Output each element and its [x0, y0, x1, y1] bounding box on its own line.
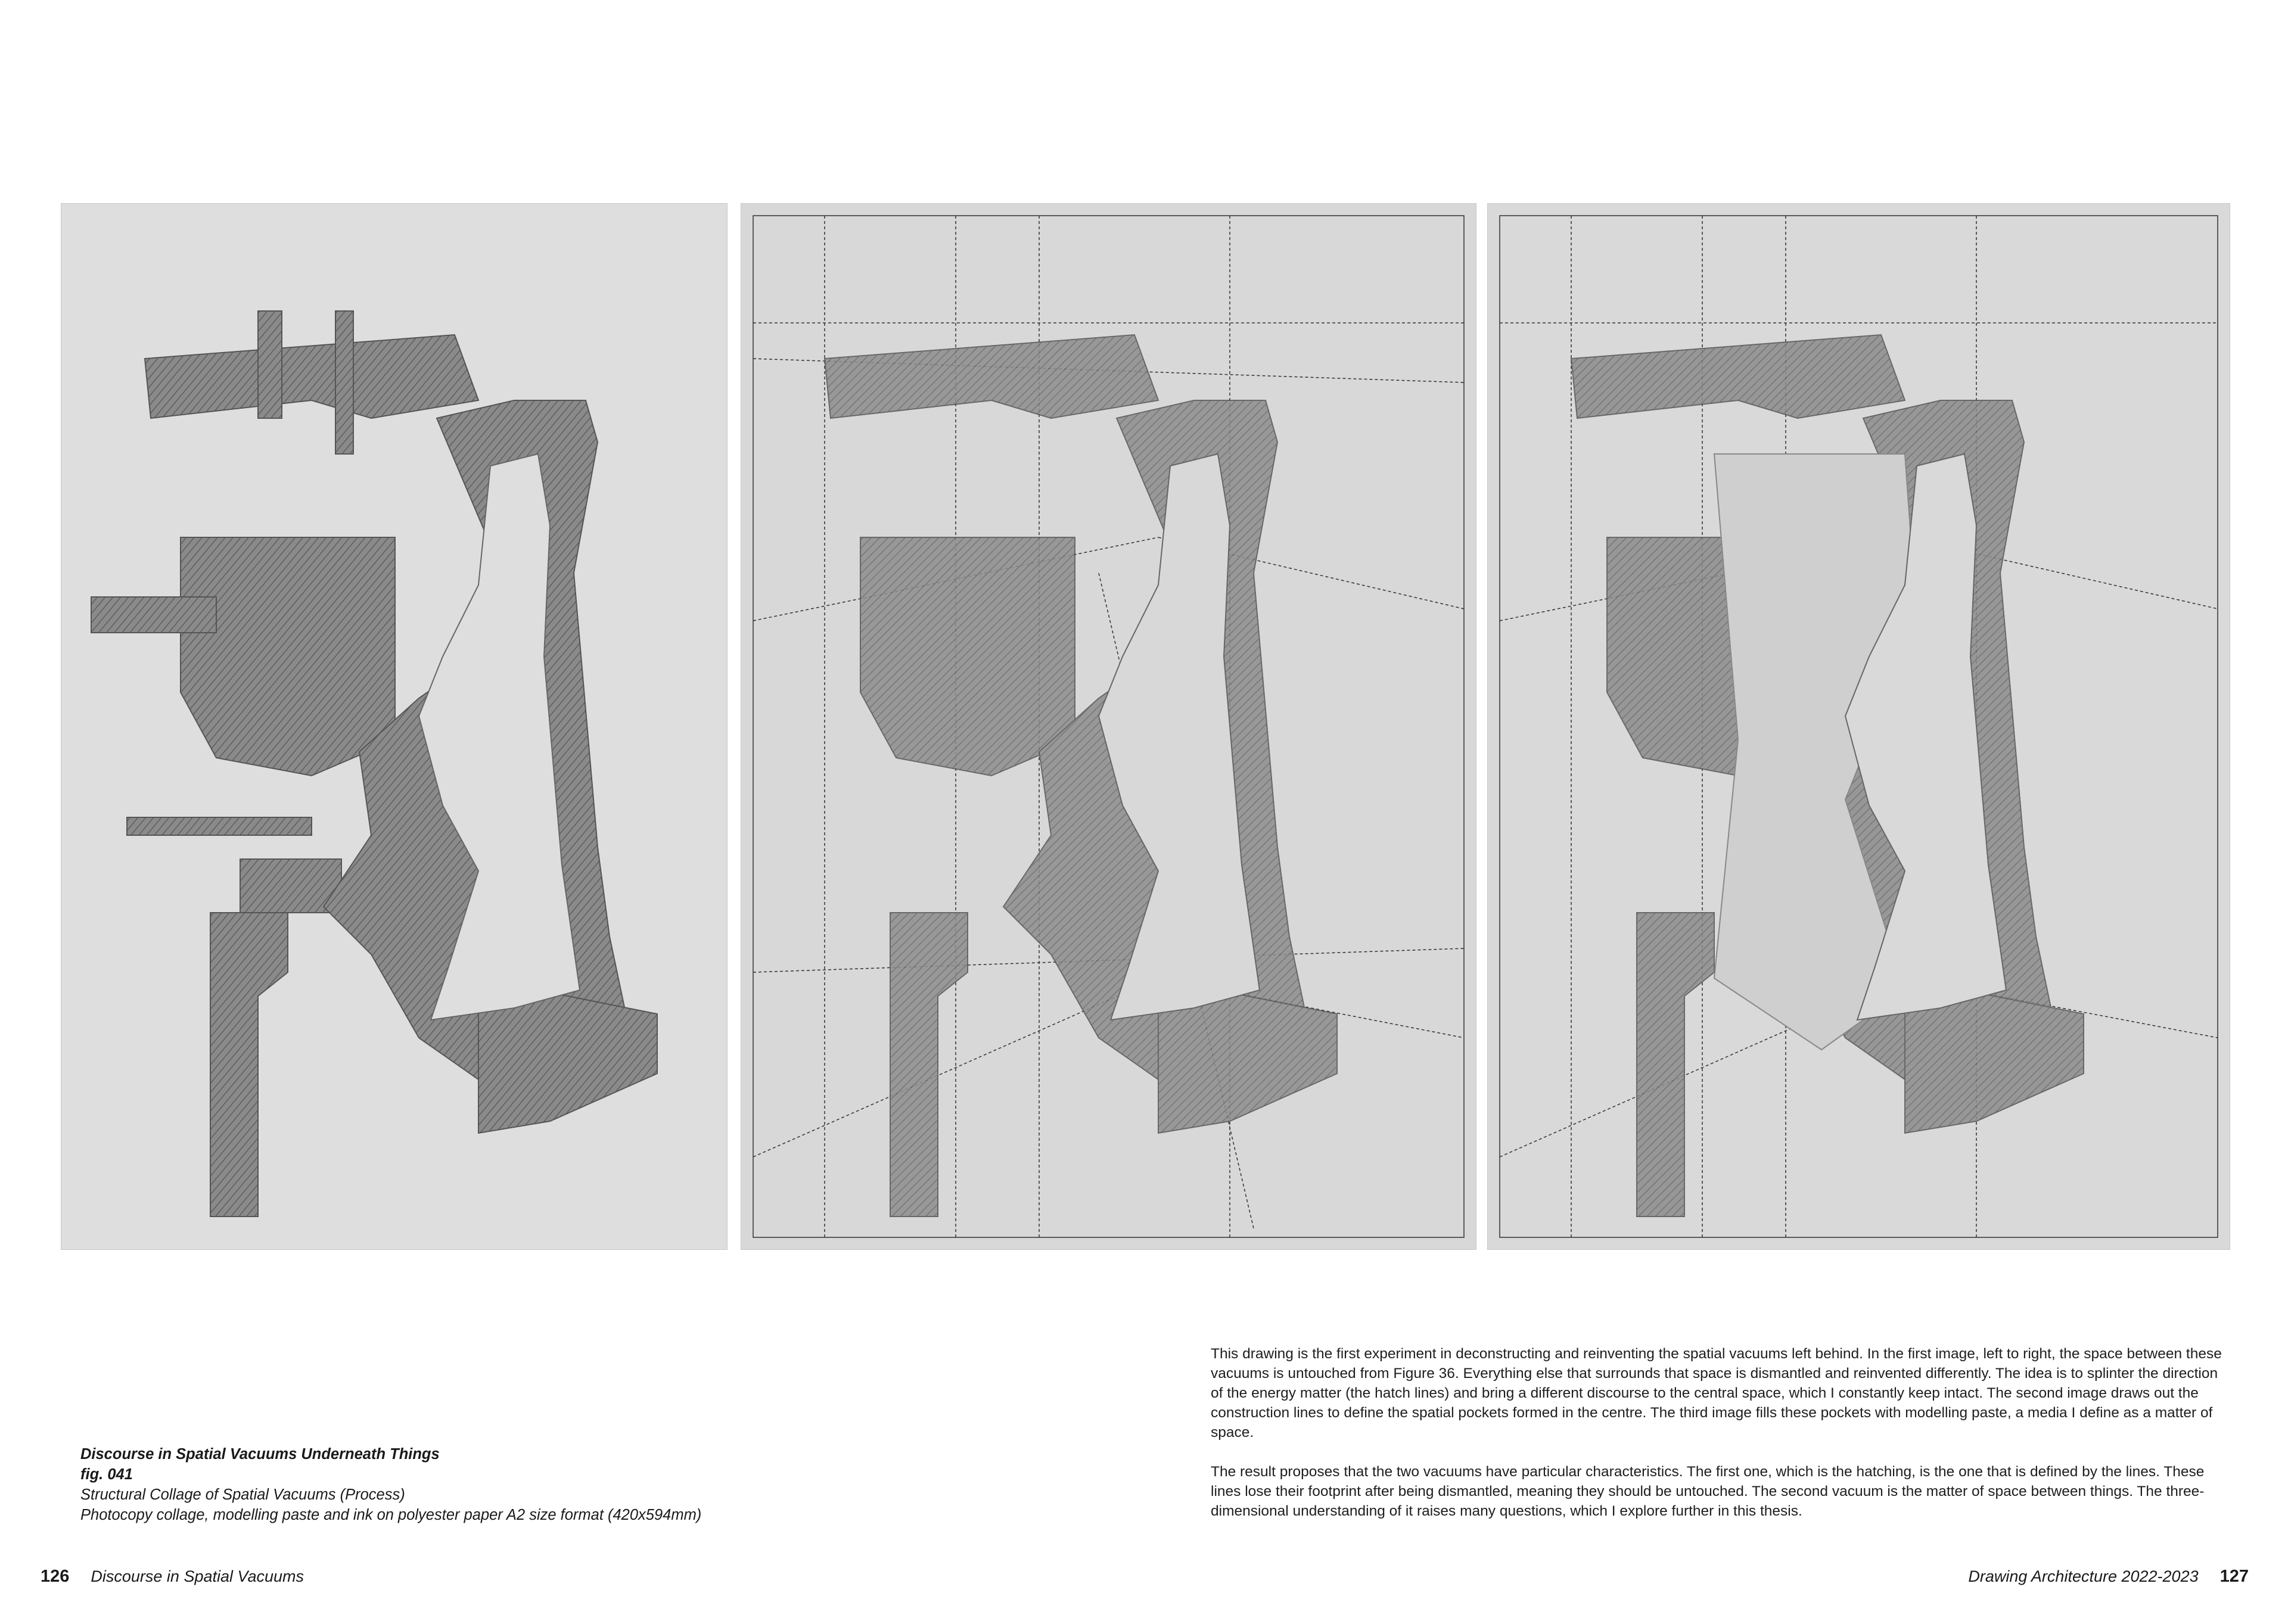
figure-panel-3: [1488, 204, 2230, 1249]
caption-figure-number: fig. 041: [80, 1466, 133, 1483]
modelling-paste-drawing: [1488, 204, 2230, 1249]
body-paragraph-1: This drawing is the first experiment in deconstructing and reinventing the spatial vacuums left behind. In the first image, left to right, the space between these vacuums is untouched from Figure 36. Everything else that surrounds that space is dismantled and reinvented differently. The idea is to splinter the direction of the energy matter (the hatch lines) and bring a different discourse to the central space, which I constantly keep intact. The second image draws out the construction lines to define the spatial pockets formed in the centre. The third image fills these pockets with modelling paste, a media I define as a matter of space.: [1211, 1346, 2222, 1441]
figure-panel-1: [61, 204, 727, 1249]
body-paragraph-2: The result proposes that the two vacuums have particular characteristics. The first one, which is the hatching, is the one that is defined by the lines. These lines lose their footprint after being dismantled, meaning they should be untouched. The second vacuum is the matter of space between things. The three-dimensional understanding of it raises many questions, which I explore further in this thesis.: [1211, 1464, 2205, 1519]
body-text: [1211, 1344, 2224, 1541]
caption-subtitle: Structural Collage of Spatial Vacuums (Process): [80, 1486, 405, 1503]
caption-title: Discourse in Spatial Vacuums Underneath Things: [80, 1446, 440, 1463]
hatched-structure: [91, 311, 657, 1217]
caption-medium: Photocopy collage, modelling paste and ink on polyester paper A2 size format (420x594mm): [80, 1507, 702, 1523]
page-number-right: 127: [2219, 1567, 2249, 1586]
footer-left: [41, 1567, 304, 1586]
figure-panel-2: [741, 204, 1476, 1249]
collage-drawing: [61, 204, 727, 1249]
page-number-left: 126: [41, 1567, 70, 1586]
figure-caption: [80, 1444, 915, 1525]
footer-right: [1968, 1567, 2249, 1586]
running-title-right: Drawing Architecture 2022-2023: [1968, 1567, 2199, 1585]
hatched-structure: [825, 335, 1337, 1217]
construction-lines-drawing: [741, 204, 1476, 1249]
running-title-left: Discourse in Spatial Vacuums: [91, 1567, 304, 1585]
